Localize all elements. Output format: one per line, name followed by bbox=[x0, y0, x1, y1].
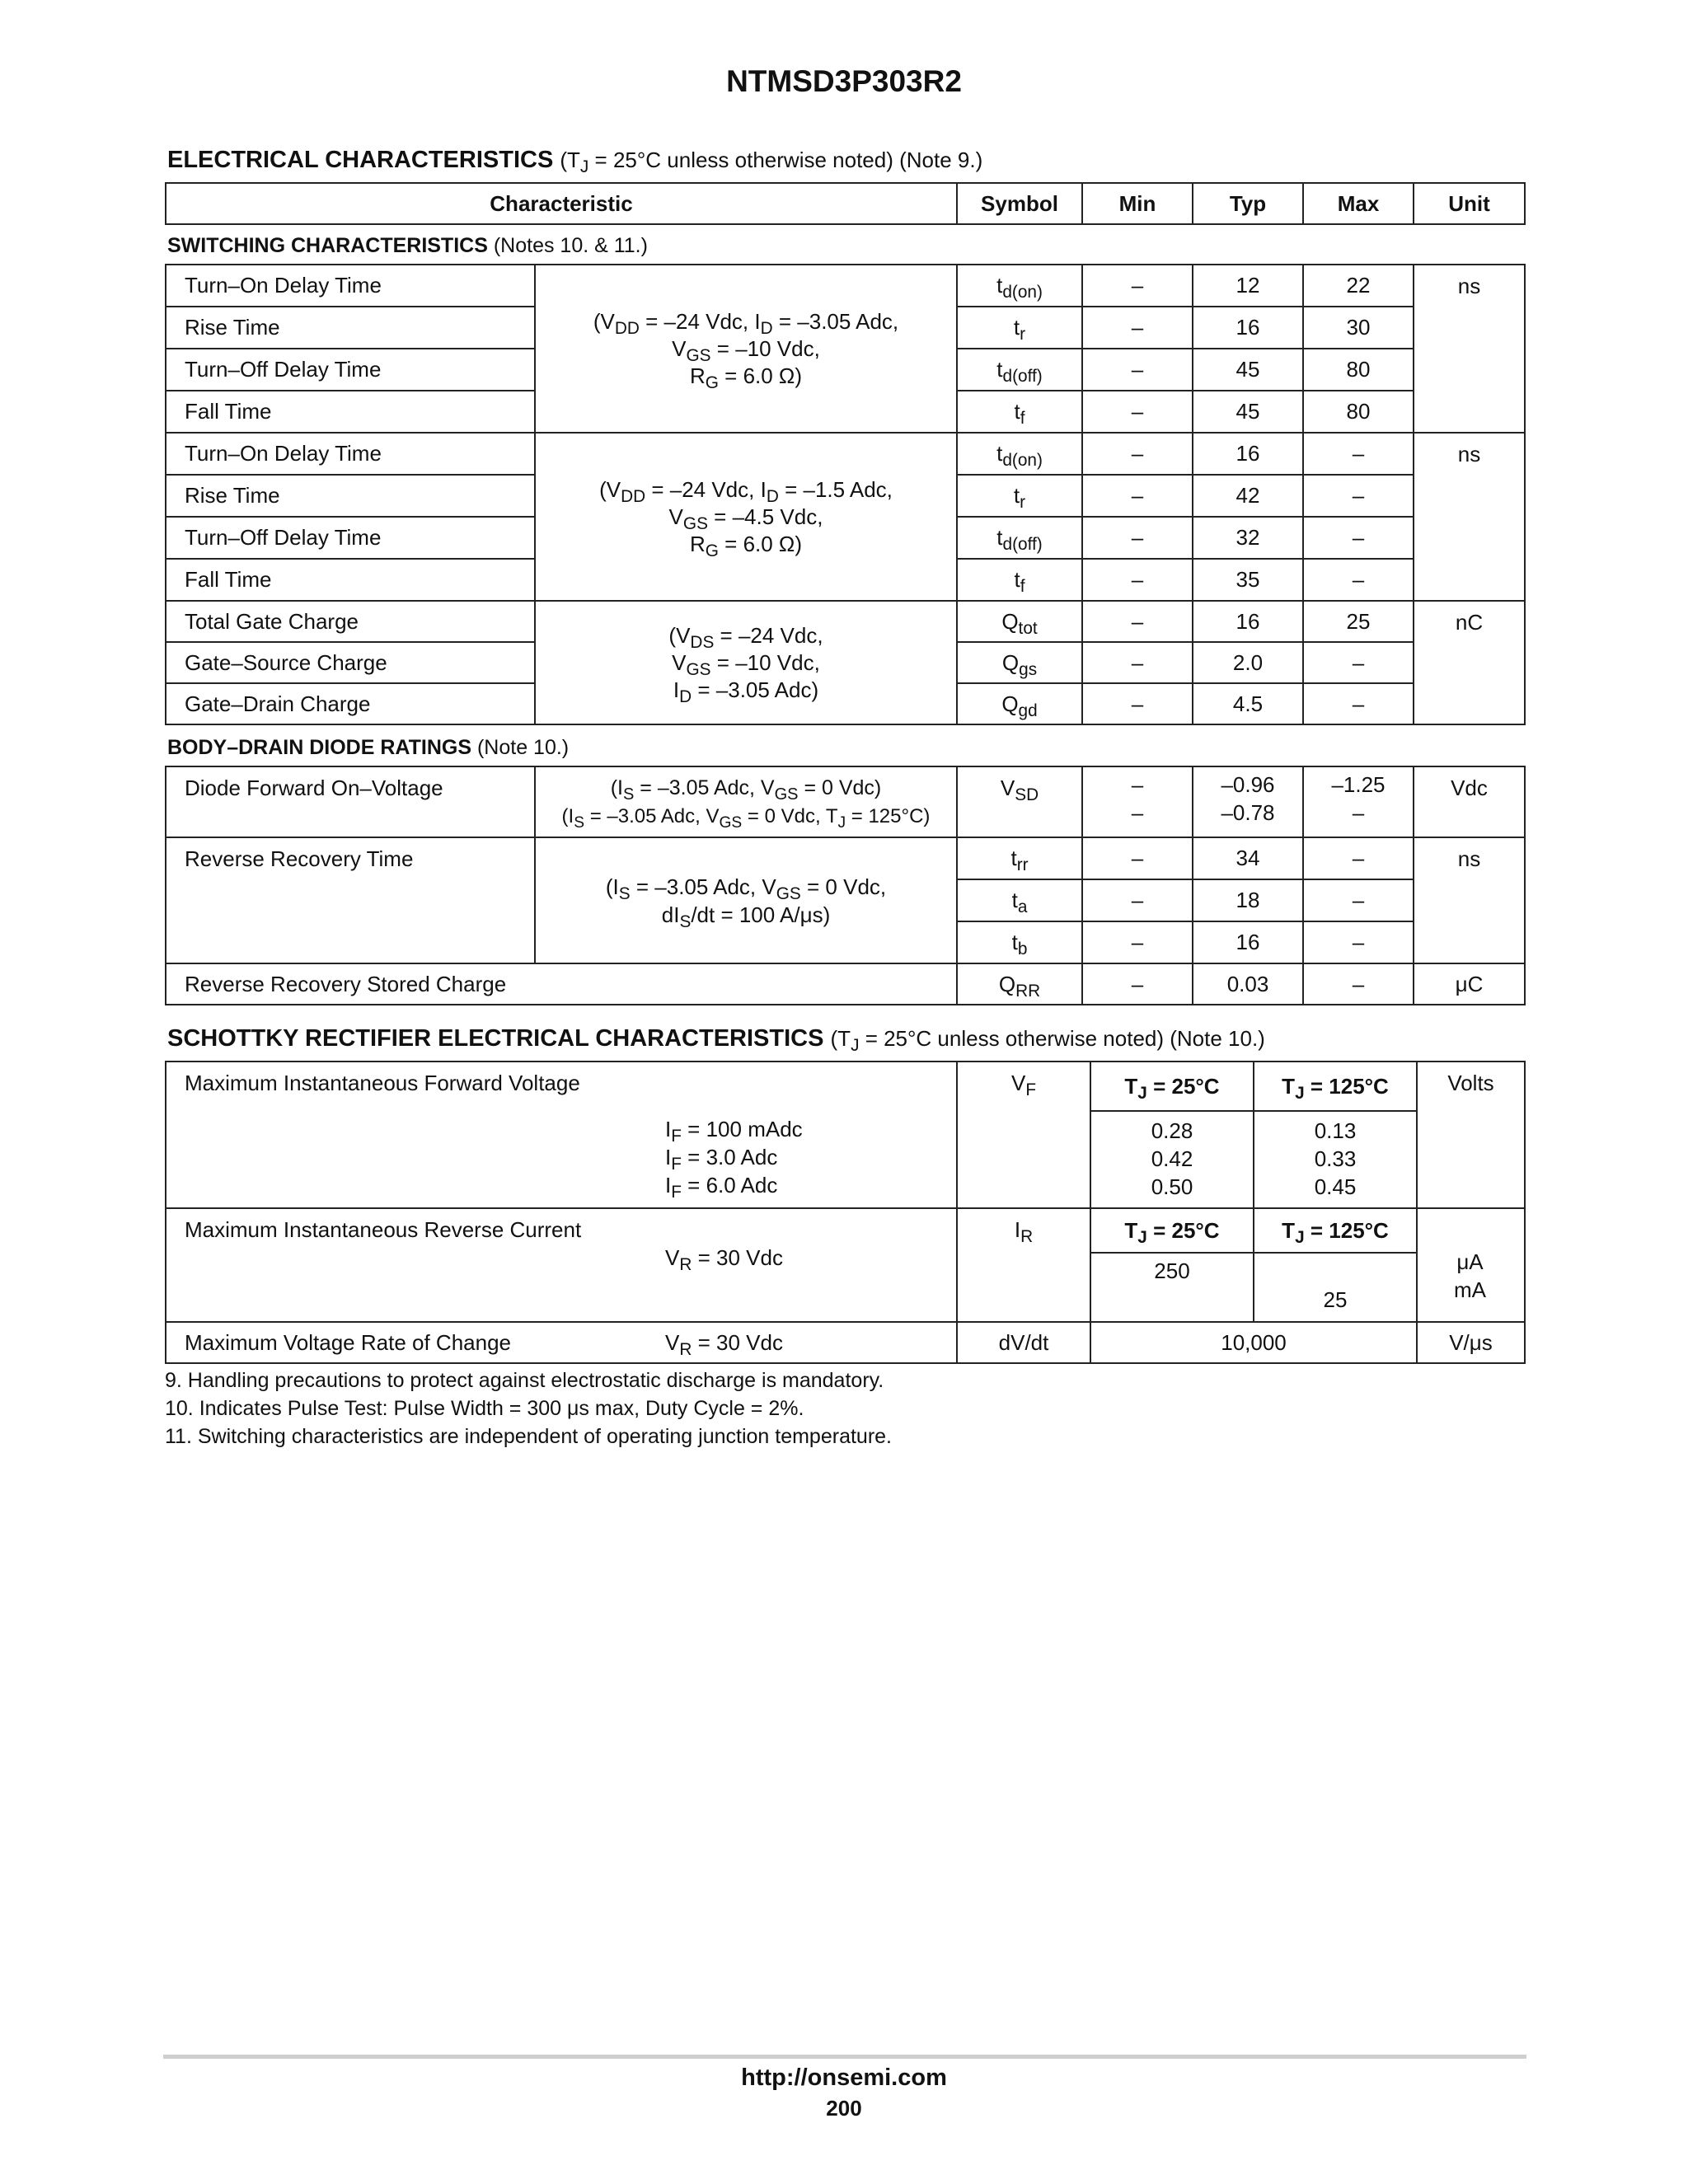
col-header-min: Min bbox=[1082, 183, 1193, 224]
characteristic-name: Rise Time bbox=[166, 307, 535, 349]
ir-tj125-value: 25 bbox=[1254, 1253, 1417, 1322]
typ-value: 12 bbox=[1193, 265, 1303, 307]
min-value: – bbox=[1082, 307, 1193, 349]
min-value: – bbox=[1082, 517, 1193, 559]
typ-value: 35 bbox=[1193, 559, 1303, 601]
ir-unit: μA mA bbox=[1454, 1249, 1486, 1302]
dvdt-conditions: $V_R = 30$ Vdc bbox=[665, 1322, 957, 1363]
max-value: 25 bbox=[1303, 601, 1414, 642]
vf-tj25-values: 0.28 0.42 0.50 bbox=[1090, 1111, 1254, 1208]
page-title: NTMSD3P303R2 bbox=[726, 64, 962, 98]
ta-symbol: $t_a$ bbox=[957, 879, 1082, 921]
trr-max: – bbox=[1303, 837, 1414, 879]
min-value: – bbox=[1082, 601, 1193, 642]
qrr-characteristic: Reverse Recovery Stored Charge bbox=[166, 963, 957, 1005]
vf-symbol: $V_F$ bbox=[957, 1062, 1090, 1208]
table-row bbox=[166, 433, 1525, 475]
max-value: – bbox=[1303, 683, 1414, 724]
table-row bbox=[166, 1062, 1525, 1111]
table-row bbox=[166, 963, 1525, 1005]
diode-table bbox=[165, 766, 1526, 1005]
schottky-heading bbox=[167, 1025, 1265, 1056]
typ-value: 16 bbox=[1193, 307, 1303, 349]
vsd-min: – – bbox=[1082, 766, 1193, 837]
characteristic-name: Turn–Off Delay Time bbox=[166, 349, 535, 391]
symbol: $Q_{gs}$ bbox=[957, 642, 1082, 683]
footnote-11: 11. Switching characteristics are independent of operating junction temperature. bbox=[165, 1425, 892, 1448]
symbol: $t_{d(off)}$ bbox=[957, 517, 1082, 559]
tb-symbol: $t_b$ bbox=[957, 921, 1082, 963]
table-row bbox=[166, 265, 1525, 307]
ir-tj25-value: 250 bbox=[1090, 1253, 1254, 1322]
characteristic-name: Turn–Off Delay Time bbox=[166, 517, 535, 559]
min-value: – bbox=[1082, 475, 1193, 517]
electrical-characteristics-heading bbox=[167, 147, 983, 177]
section-condition: ($T_J = 25^\circ C$ unless otherwise noted) (Note 9.) bbox=[560, 148, 983, 177]
characteristic-name: Total Gate Charge bbox=[166, 601, 535, 642]
typ-value: 4.5 bbox=[1193, 683, 1303, 724]
min-value: – bbox=[1082, 391, 1193, 433]
max-value: 22 bbox=[1303, 265, 1414, 307]
vsd-typ: –0.96 –0.78 bbox=[1193, 766, 1303, 837]
trr-min: – bbox=[1082, 837, 1193, 879]
table-row bbox=[166, 601, 1525, 642]
dvdt-unit: V/μs bbox=[1417, 1322, 1525, 1363]
tb-max: – bbox=[1303, 921, 1414, 963]
tb-min: – bbox=[1082, 921, 1193, 963]
section-title: ELECTRICAL CHARACTERISTICS bbox=[167, 147, 554, 173]
max-value: – bbox=[1303, 642, 1414, 683]
max-value: – bbox=[1303, 517, 1414, 559]
max-value: 80 bbox=[1303, 349, 1414, 391]
vf-tj125-header: $T_J = 125^\circ C$ bbox=[1254, 1062, 1417, 1111]
qrr-symbol: $Q_{RR}$ bbox=[957, 963, 1082, 1005]
footnote-9: 9. Handling precautions to protect against electrostatic discharge is mandatory. bbox=[165, 1369, 884, 1392]
table-row bbox=[166, 1208, 1525, 1253]
switching-table bbox=[165, 264, 1526, 725]
ir-tj25-header: $T_J = 25^\circ C$ bbox=[1090, 1208, 1254, 1253]
col-header-symbol: Symbol bbox=[957, 183, 1082, 224]
min-value: – bbox=[1082, 642, 1193, 683]
vf-unit: Volts bbox=[1417, 1062, 1525, 1208]
ir-conditions: $V_R = 30$ Vdc bbox=[665, 1208, 957, 1322]
symbol: $t_f$ bbox=[957, 559, 1082, 601]
ta-typ: 18 bbox=[1193, 879, 1303, 921]
qrr-unit: μC bbox=[1414, 963, 1525, 1005]
vsd-unit: Vdc bbox=[1414, 766, 1525, 837]
typ-value: 16 bbox=[1193, 433, 1303, 475]
footnote-10: 10. Indicates Pulse Test: Pulse Width = 300 μs max, Duty Cycle = 2%. bbox=[165, 1397, 804, 1420]
section-condition: ($T_J = 25^\circ C$ unless otherwise noted) (Note 10.) bbox=[830, 1026, 1265, 1056]
characteristic-name: Gate–Drain Charge bbox=[166, 683, 535, 724]
max-value: 80 bbox=[1303, 391, 1414, 433]
typ-value: 45 bbox=[1193, 349, 1303, 391]
qrr-min: – bbox=[1082, 963, 1193, 1005]
unit: ns bbox=[1414, 265, 1525, 433]
ir-tj125-header: $T_J = 125^\circ C$ bbox=[1254, 1208, 1417, 1253]
schottky-table bbox=[165, 1061, 1526, 1364]
test-conditions: ($V_{DD} = -24$ Vdc, $I_D = -3.05$ Adc, $V_{GS} = -10$ Vdc, $R_G = 6.0$ Ω) bbox=[535, 265, 957, 433]
dvdt-characteristic: Maximum Voltage Rate of Change bbox=[166, 1322, 665, 1363]
ir-symbol: $I_R$ bbox=[957, 1208, 1090, 1322]
min-value: – bbox=[1082, 559, 1193, 601]
test-conditions: ($V_{DD} = -24$ Vdc, $I_D = -1.5$ Adc, $V_{GS} = -4.5$ Vdc, $R_G = 6.0$ Ω) bbox=[535, 433, 957, 601]
qrr-typ: 0.03 bbox=[1193, 963, 1303, 1005]
ir-characteristic: Maximum Instantaneous Reverse Current bbox=[166, 1208, 665, 1322]
symbol: $Q_{tot}$ bbox=[957, 601, 1082, 642]
col-header-characteristic: Characteristic bbox=[166, 183, 957, 224]
footer-url[interactable]: http://onsemi.com bbox=[741, 2064, 947, 2091]
ta-max: – bbox=[1303, 879, 1414, 921]
vf-conditions: $I_F = 100$ mAdc $I_F = 3.0$ Adc $I_F = 6.0$ Adc bbox=[665, 1062, 957, 1208]
tb-typ: 16 bbox=[1193, 921, 1303, 963]
typ-value: 2.0 bbox=[1193, 642, 1303, 683]
max-value: 30 bbox=[1303, 307, 1414, 349]
col-header-unit: Unit bbox=[1414, 183, 1525, 224]
vf-tj125-values: 0.13 0.33 0.45 bbox=[1254, 1111, 1417, 1208]
col-header-max: Max bbox=[1303, 183, 1414, 224]
trr-typ: 34 bbox=[1193, 837, 1303, 879]
dvdt-symbol: dV/dt bbox=[957, 1322, 1090, 1363]
vf-tj25-header: $T_J = 25^\circ C$ bbox=[1090, 1062, 1254, 1111]
symbol: $t_{d(on)}$ bbox=[957, 433, 1082, 475]
characteristic-name: Turn–On Delay Time bbox=[166, 265, 535, 307]
min-value: – bbox=[1082, 683, 1193, 724]
trr-conditions: ($I_S = -3.05$ Adc, $V_{GS} = 0$ Vdc, $dI_S/dt = 100$ A/μs) bbox=[535, 837, 957, 963]
dvdt-value: 10,000 bbox=[1090, 1322, 1417, 1363]
unit: nC bbox=[1414, 601, 1525, 724]
symbol: $t_{d(on)}$ bbox=[957, 265, 1082, 307]
characteristic-name: Fall Time bbox=[166, 559, 535, 601]
unit: ns bbox=[1414, 433, 1525, 601]
table-row bbox=[166, 1322, 1525, 1363]
symbol: $Q_{gd}$ bbox=[957, 683, 1082, 724]
vsd-max: –1.25 – bbox=[1303, 766, 1414, 837]
vsd-characteristic: Diode Forward On–Voltage bbox=[166, 766, 535, 837]
switching-characteristics-heading: SWITCHING CHARACTERISTICS (Notes 10. & 11.) bbox=[167, 234, 648, 257]
max-value: – bbox=[1303, 475, 1414, 517]
typ-value: 42 bbox=[1193, 475, 1303, 517]
min-value: – bbox=[1082, 265, 1193, 307]
max-value: – bbox=[1303, 559, 1414, 601]
qrr-max: – bbox=[1303, 963, 1414, 1005]
col-header-typ: Typ bbox=[1193, 183, 1303, 224]
characteristic-name: Rise Time bbox=[166, 475, 535, 517]
characteristic-name: Fall Time bbox=[166, 391, 535, 433]
characteristic-name: Turn–On Delay Time bbox=[166, 433, 535, 475]
vsd-conditions: ($I_S = -3.05$ Adc, $V_{GS} = 0$ Vdc) ($I_S = -3.05$ Adc, $V_{GS} = 0$ Vdc, $T_J = 125^\circ C$) bbox=[535, 766, 957, 837]
vsd-symbol: $V_{SD}$ bbox=[957, 766, 1082, 837]
footnotes bbox=[165, 1366, 892, 1451]
typ-value: 32 bbox=[1193, 517, 1303, 559]
min-value: – bbox=[1082, 433, 1193, 475]
table-row bbox=[166, 766, 1525, 837]
typ-value: 45 bbox=[1193, 391, 1303, 433]
typ-value: 16 bbox=[1193, 601, 1303, 642]
trr-characteristic: Reverse Recovery Time bbox=[166, 837, 535, 963]
symbol: $t_f$ bbox=[957, 391, 1082, 433]
min-value: – bbox=[1082, 349, 1193, 391]
characteristic-name: Gate–Source Charge bbox=[166, 642, 535, 683]
footer-divider bbox=[163, 2055, 1526, 2059]
body-drain-diode-heading: BODY–DRAIN DIODE RATINGS (Note 10.) bbox=[167, 736, 570, 759]
max-value: – bbox=[1303, 433, 1414, 475]
ta-min: – bbox=[1082, 879, 1193, 921]
symbol: $t_r$ bbox=[957, 475, 1082, 517]
vf-characteristic: Maximum Instantaneous Forward Voltage bbox=[166, 1062, 665, 1208]
symbol: $t_{d(off)}$ bbox=[957, 349, 1082, 391]
trr-symbol: $t_{rr}$ bbox=[957, 837, 1082, 879]
symbol: $t_r$ bbox=[957, 307, 1082, 349]
table-row bbox=[166, 837, 1525, 879]
trr-unit: ns bbox=[1414, 837, 1525, 963]
section-title: SCHOTTKY RECTIFIER ELECTRICAL CHARACTERISTICS bbox=[167, 1025, 824, 1052]
page-number: 200 bbox=[826, 2096, 862, 2121]
test-conditions: ($V_{DS} = -24$ Vdc, $V_{GS} = -10$ Vdc, $I_D = -3.05$ Adc) bbox=[535, 601, 957, 724]
header-table bbox=[165, 182, 1526, 225]
